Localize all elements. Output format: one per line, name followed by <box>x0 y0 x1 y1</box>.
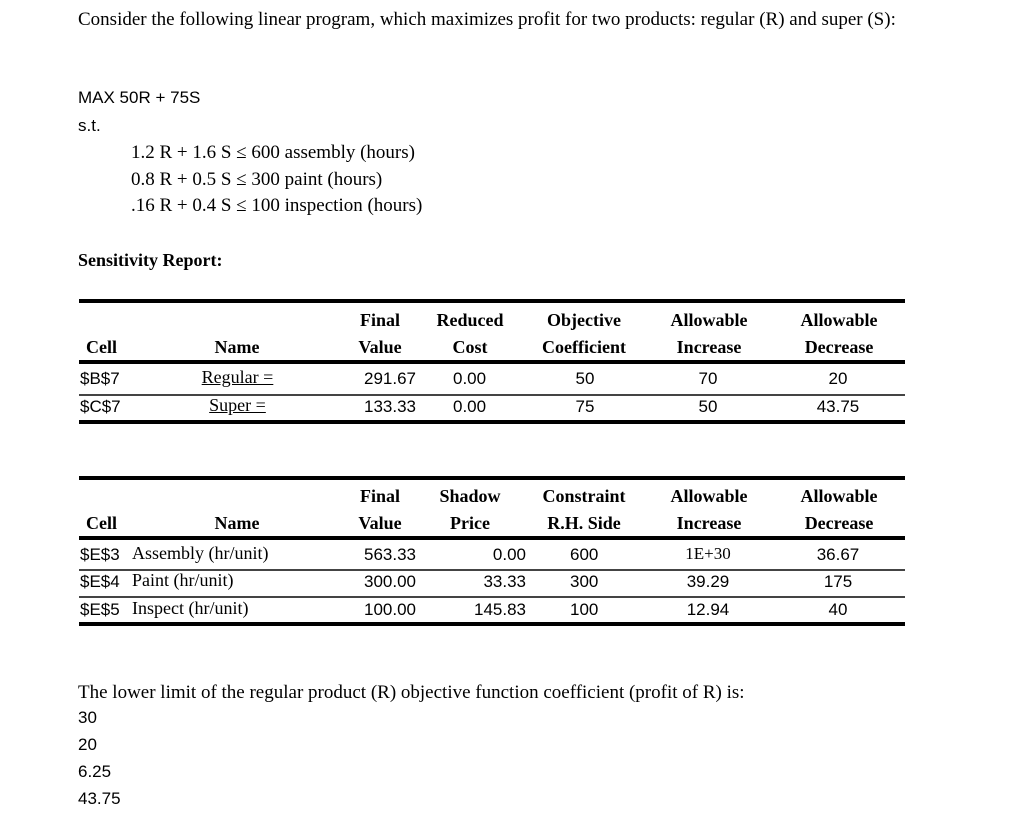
header-increase: Increase <box>676 337 742 357</box>
table-row-increase: 70 <box>698 369 718 388</box>
answer-option[interactable]: 43.75 <box>78 789 121 808</box>
table-row-name: Regular = <box>201 367 274 387</box>
table-row-final: 100.00 <box>364 600 416 619</box>
answer-option[interactable]: 20 <box>78 735 97 754</box>
constraint-paint: 0.8 R + 0.5 S ≤ 300 paint (hours) <box>131 169 383 190</box>
header-constraint: Constraint <box>542 486 626 506</box>
table-row-cell: $B$7 <box>80 369 120 388</box>
header-decrease: Decrease <box>804 513 874 533</box>
header-increase: Increase <box>676 513 742 533</box>
sensitivity-report-title: Sensitivity Report: <box>78 250 223 270</box>
table-row-decrease: 40 <box>828 600 848 619</box>
header-decrease: Decrease <box>804 337 874 357</box>
table-row-shadow: 0.00 <box>492 545 526 564</box>
header-cost: Cost <box>452 337 488 357</box>
header-allowable-increase: Allowable <box>670 310 748 330</box>
table-top-rule <box>79 476 905 480</box>
table-row-final: 291.67 <box>364 369 416 388</box>
table-row-increase: 12.94 <box>686 600 730 619</box>
table-row-decrease: 20 <box>828 369 848 388</box>
table-row-cell: $E$5 <box>80 600 120 619</box>
header-reduced: Reduced <box>436 310 504 330</box>
table-row-final: 563.33 <box>364 545 416 564</box>
answer-option[interactable]: 6.25 <box>78 762 112 781</box>
header-cell: Cell <box>86 513 117 533</box>
header-allowable-increase: Allowable <box>670 486 748 506</box>
objective-function: MAX 50R + 75S <box>78 88 201 107</box>
table-row-final: 300.00 <box>364 572 416 591</box>
problem-intro: Consider the following linear program, which maximizes profit for two products: regular (R) and super (S): <box>78 9 896 30</box>
header-name: Name <box>214 337 260 357</box>
table-row-name: Paint (hr/unit) <box>132 570 234 590</box>
answer-option[interactable]: 30 <box>78 708 97 727</box>
header-price: Price <box>450 513 490 533</box>
table-row-reduced: 0.00 <box>453 397 487 416</box>
table-row-increase: 50 <box>698 397 718 416</box>
table-row-cell: $C$7 <box>80 397 121 416</box>
question-text: The lower limit of the regular product (R) objective function coefficient (profit of R) is: <box>78 682 745 703</box>
table-row-decrease: 36.67 <box>816 545 860 564</box>
table-row-increase: 39.29 <box>686 572 730 591</box>
constraint-inspection: .16 R + 0.4 S ≤ 100 inspection (hours) <box>131 195 423 216</box>
table-row-rhs: 600 <box>570 545 599 564</box>
table-row-name: Super = <box>209 395 266 415</box>
table-row-cell: $E$4 <box>80 572 120 591</box>
table-row-rhs: 300 <box>570 572 599 591</box>
table-row-coef: 50 <box>575 369 595 388</box>
table-row-rhs: 100 <box>570 600 599 619</box>
table-bottom-rule <box>79 622 905 626</box>
constraint-assembly: 1.2 R + 1.6 S ≤ 600 assembly (hours) <box>131 142 415 163</box>
header-final: Final <box>359 486 400 506</box>
table-row-shadow: 33.33 <box>483 572 526 591</box>
header-rh-side: R.H. Side <box>547 513 621 533</box>
header-value: Value <box>358 337 402 357</box>
table-row-shadow: 145.83 <box>474 600 526 619</box>
header-coefficient: Coefficient <box>542 337 626 357</box>
header-final: Final <box>359 310 400 330</box>
header-allowable-decrease: Allowable <box>800 310 878 330</box>
table-row-name: Assembly (hr/unit) <box>132 543 269 563</box>
table-row-final: 133.33 <box>364 397 416 416</box>
header-bottom-rule <box>79 360 905 364</box>
header-shadow: Shadow <box>439 486 501 506</box>
table-row-cell: $E$3 <box>80 545 120 564</box>
table-top-rule <box>79 299 905 303</box>
table-bottom-rule <box>79 420 905 424</box>
header-value: Value <box>358 513 402 533</box>
header-cell: Cell <box>86 337 117 357</box>
header-allowable-decrease: Allowable <box>800 486 878 506</box>
header-name: Name <box>214 513 260 533</box>
table-row-reduced: 0.00 <box>453 369 487 388</box>
header-bottom-rule <box>79 536 905 540</box>
table-row-increase: 1E+30 <box>685 544 731 563</box>
table-row-name: Inspect (hr/unit) <box>132 598 249 618</box>
table-row-coef: 75 <box>575 397 595 416</box>
table-row-decrease: 175 <box>823 572 853 591</box>
table-row-decrease: 43.75 <box>816 397 860 416</box>
header-objective: Objective <box>547 310 621 330</box>
subject-to-label: s.t. <box>78 116 101 135</box>
